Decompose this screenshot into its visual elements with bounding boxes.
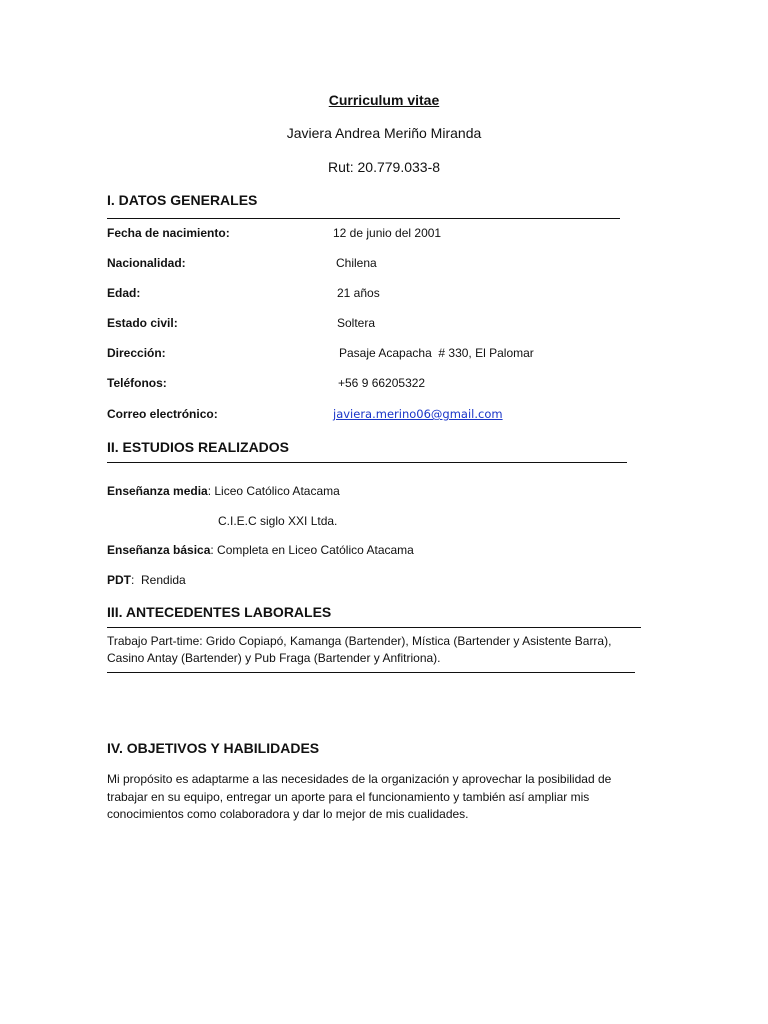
estudios-pdt-label: PDT bbox=[107, 573, 131, 587]
estudios-basica bbox=[107, 543, 414, 557]
estudios-media-label: Enseñanza media bbox=[107, 484, 208, 498]
estudios-basica-value: : Completa en Liceo Católico Atacama bbox=[210, 543, 414, 557]
candidate-rut: Rut: 20.779.033-8 bbox=[327, 159, 441, 175]
field-value-estado-civil: Soltera bbox=[337, 316, 376, 330]
section-divider bbox=[107, 627, 641, 628]
field-label-nacionalidad: Nacionalidad: bbox=[107, 256, 186, 270]
candidate-name: Javiera Andrea Meriño Miranda bbox=[286, 125, 482, 141]
section-divider bbox=[107, 462, 627, 463]
estudios-media-value: : Liceo Católico Atacama bbox=[207, 484, 340, 498]
field-label-direccion: Dirección: bbox=[107, 346, 166, 360]
field-label-correo: Correo electrónico: bbox=[107, 407, 218, 421]
section-divider bbox=[107, 672, 635, 673]
field-value-direccion: Pasaje Acapacha # 330, El Palomar bbox=[339, 346, 534, 360]
estudios-pdt bbox=[107, 573, 186, 587]
email-link[interactable]: javiera.merino06@gmail.com bbox=[333, 407, 503, 421]
estudios-media-value-2: C.I.E.C siglo XXI Ltda. bbox=[218, 514, 338, 528]
laborales-text: Trabajo Part-time: Grido Copiapó, Kamanga (Bartender), Mística (Bartender y Asistente Barra), Casino Antay (Bartender) y Pub Fraga (Bartender y Anfitriona). bbox=[107, 634, 612, 665]
section-heading-estudios: II. ESTUDIOS REALIZADOS bbox=[107, 439, 290, 455]
section-heading-objetivos: IV. OBJETIVOS Y HABILIDADES bbox=[107, 740, 320, 756]
document-title: Curriculum vitae bbox=[328, 92, 440, 108]
field-label-edad: Edad: bbox=[107, 286, 141, 300]
estudios-pdt-value: : Rendida bbox=[131, 573, 186, 587]
section-heading-datos-generales: I. DATOS GENERALES bbox=[107, 192, 258, 208]
field-label-estado-civil: Estado civil: bbox=[107, 316, 178, 330]
field-label-telefonos: Teléfonos: bbox=[107, 376, 167, 390]
section-heading-laborales: III. ANTECEDENTES LABORALES bbox=[107, 604, 332, 620]
section-divider bbox=[107, 218, 620, 219]
estudios-media bbox=[107, 484, 340, 498]
field-value-telefonos: +56 9 66205322 bbox=[338, 376, 426, 390]
field-label-fecha-nacimiento: Fecha de nacimiento: bbox=[107, 226, 230, 240]
field-value-fecha-nacimiento: 12 de junio del 2001 bbox=[333, 226, 442, 240]
field-value-edad: 21 años bbox=[337, 286, 380, 300]
field-value-nacionalidad: Chilena bbox=[336, 256, 377, 270]
estudios-basica-label: Enseñanza básica bbox=[107, 543, 211, 557]
objetivos-text: Mi propósito es adaptarme a las necesidades de la organización y aprovechar la posibilidad de trabajar en su equipo, entregar un aporte para el funcionamiento y también así ampliar mis conocimientos como colaboradora y dar lo mejor de mis cualidades. bbox=[107, 772, 612, 821]
